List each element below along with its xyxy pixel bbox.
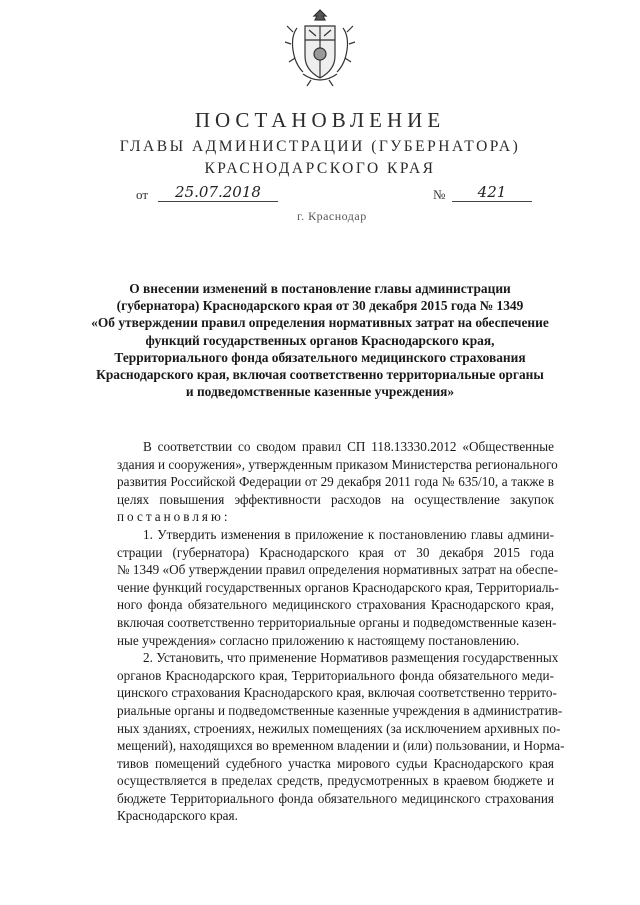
body-line: бюджете Территориального фонда обязательного медицинского страхования [117,790,554,806]
body-line: ного фонда обязательного медицинского страхования Краснодарского края, [117,597,554,613]
body-line: риальные органы и подведомственные казенные учреждения в административ- [117,702,563,718]
number-label: № [433,187,446,202]
body-line: тивов помещений судебного участка мирового судьи Краснодарского края [117,755,554,771]
title-line: «Об утверждении правил определения нормативных затрат на обеспечение [91,315,549,331]
title-line: (губернатора) Краснодарского края от 30 декабря 2015 года № 1349 [116,298,524,314]
coat-of-arms-icon [283,6,357,88]
body-line: 2. Установить, что применение Нормативов размещения государственных [143,650,559,666]
body-line: развития Российской Федерации от 29 декабря 2011 года № 635/10, а также в [117,474,554,490]
body-line: органов Краснодарского края, Территориального фонда обязательного меди- [117,667,554,683]
body-line: 1. Утвердить изменения в приложение к постановлению главы админи- [143,526,554,542]
body-line: чение функций государственных органов Краснодарского края, Территориаль- [117,579,559,595]
date-value: 25.07.2018 [158,183,278,202]
body-line: В соответствии со сводом правил СП 118.13330.2012 «Общественные [143,439,554,454]
body-line: ных зданиях, строениях, нежилых помещениях (за исключением архивных по- [117,720,561,736]
issuer-heading: ГЛАВЫ АДМИНИСТРАЦИИ (ГУБЕРНАТОРА) [119,138,521,155]
date-label: от [136,187,149,202]
title-line: Краснодарского края, включая соответственно территориальные органы [96,367,544,383]
title-line: О внесении изменений в постановление главы администрации [129,281,511,296]
document-body [117,438,565,825]
document-title [86,280,554,400]
body-line: цинского страхования Краснодарского края, включая соответственно террито- [117,685,557,701]
document-type-heading: ПОСТАНОВЛЕНИЕ [194,108,446,132]
body-line: ные учреждения» согласно приложению к настоящему постановлению. [117,632,520,648]
city-label: г. Краснодар [297,209,367,223]
region-heading: КРАСНОДАРСКОГО КРАЯ [204,160,436,177]
body-line: включая соответственно территориальные органы и подведомственные казен- [117,614,557,630]
title-line: Территориального фонда обязательного медицинского страхования [114,349,526,365]
body-line: целях повышения эффективности расходов на осуществление закупок [117,491,554,507]
body-line: мещений), находящихся во временном владении и (или) пользовании, и Норма- [117,738,565,754]
body-line: постановляю: [117,509,231,525]
body-line: Краснодарского края. [117,808,238,824]
title-line: и подведомственные казенные учреждения» [185,384,455,400]
number-value: 421 [452,183,532,202]
body-line: здания и сооружения», утвержденным приказом Министерства регионального [117,456,558,472]
body-line: осуществляется в пределах средств, предусмотренных в краевом бюджете и [117,773,554,789]
title-line: функций государственных органов Краснодарского края, [145,332,495,348]
body-line: страции (губернатора) Краснодарского края от 30 декабря 2015 года [117,544,554,560]
body-line: № 1349 «Об утверждении правил определения нормативных затрат на обеспе- [117,562,558,578]
